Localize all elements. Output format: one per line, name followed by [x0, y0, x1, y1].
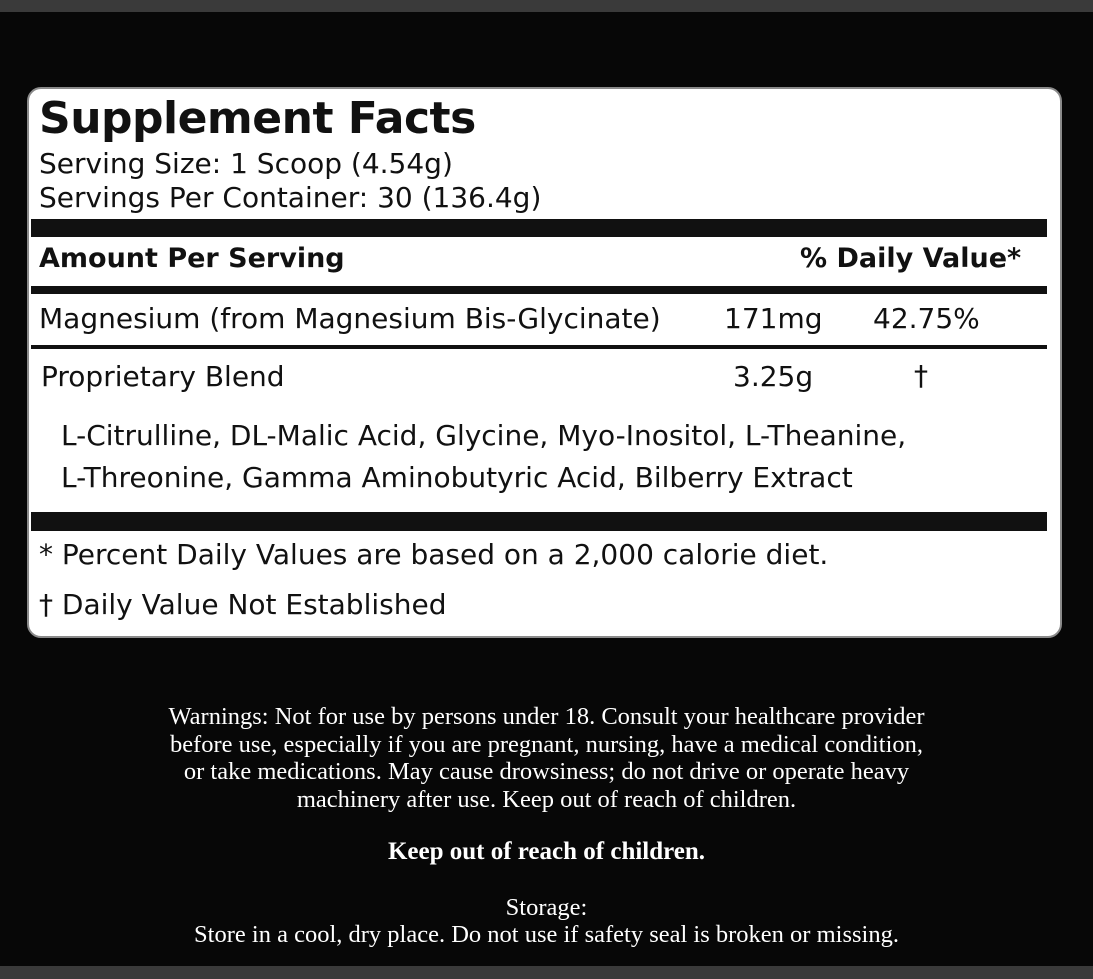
storage-label: Storage:	[505, 894, 588, 921]
divider-thick	[31, 512, 1047, 531]
divider-medium	[31, 286, 1047, 294]
top-border	[0, 0, 1093, 12]
serving-info	[39, 147, 541, 215]
nutrient-amount: 171mg	[724, 302, 823, 335]
blend-amount: 3.25g	[733, 360, 814, 393]
nutrient-name: Magnesium (from Magnesium Bis-Glycinate)	[39, 302, 661, 335]
bottom-border	[0, 966, 1093, 979]
footnote-daily-values: * Percent Daily Values are based on a 2,000 calorie diet.	[39, 538, 829, 571]
footnote-not-established: † Daily Value Not Established	[39, 588, 447, 621]
divider-thin	[31, 345, 1047, 349]
nutrient-daily-value: 42.75%	[873, 302, 980, 335]
ingredients-line: L-Citrulline, DL-Malic Acid, Glycine, Myo-Inositol, L-Theanine,	[61, 419, 907, 452]
storage-text: Store in a cool, dry place. Do not use if safety seal is broken or missing.	[194, 921, 899, 948]
warnings-text	[0, 703, 1093, 813]
warnings-line: before use, especially if you are pregnant, nursing, have a medical condition,	[169, 730, 924, 758]
warnings-line: or take medications. May cause drowsiness; do not drive or operate heavy	[183, 758, 910, 785]
warnings-line: machinery after use. Keep out of reach of children.	[296, 785, 797, 813]
blend-daily-value: †	[914, 359, 928, 392]
divider-thick	[31, 219, 1047, 237]
amount-per-serving-header: Amount Per Serving	[39, 243, 345, 274]
daily-value-header: % Daily Value*	[800, 243, 1022, 274]
ingredients-line: L-Threonine, Gamma Aminobutyric Acid, Bilberry Extract	[61, 461, 853, 494]
supplement-facts-panel	[27, 87, 1062, 638]
keep-out-of-reach: Keep out of reach of children.	[387, 838, 706, 865]
panel-title: Supplement Facts	[39, 93, 476, 144]
blend-ingredients	[61, 415, 906, 499]
servings-per-container: Servings Per Container: 30 (136.4g)	[39, 181, 542, 214]
warnings-line: Warnings: Not for use by persons under 18. Consult your healthcare provider	[168, 703, 925, 730]
serving-size: Serving Size: 1 Scoop (4.54g)	[39, 147, 453, 180]
blend-name: Proprietary Blend	[41, 360, 285, 393]
